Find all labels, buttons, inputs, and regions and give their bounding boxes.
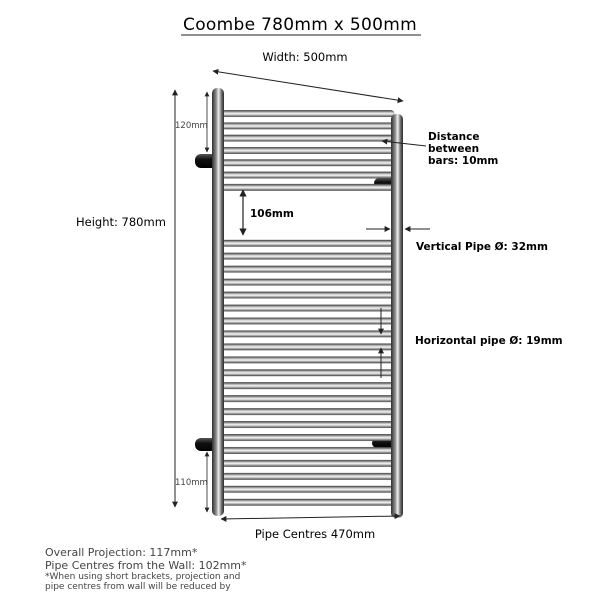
diagram-title: Coombe 780mm x 500mm — [183, 15, 417, 35]
width-label: Width: 500mm — [262, 50, 348, 64]
horizontal-bar — [222, 135, 394, 142]
horizontal-bar — [222, 160, 394, 167]
horizontal-bar — [222, 292, 394, 299]
horizontal-bar — [222, 305, 394, 312]
footnote-line2: pipe centres from wall will be reduced by — [45, 582, 231, 592]
horizontal-bar — [222, 266, 394, 273]
distance-label-line1: Distance — [428, 131, 480, 143]
horizontal-bar — [222, 357, 394, 364]
projection-note: Overall Projection: 117mm* — [45, 546, 198, 559]
width-arrow — [213, 71, 403, 101]
horizontal-bar — [222, 318, 394, 325]
right-vertical-pipe — [391, 114, 403, 518]
horizontal-bar — [222, 370, 394, 377]
horizontal-bar — [222, 147, 394, 154]
notes — [45, 546, 345, 592]
vertical-pipe-label: Vertical Pipe Ø: 32mm — [416, 241, 548, 253]
horizontal-bar — [222, 499, 394, 506]
horizontal-bar — [222, 382, 394, 389]
horizontal-bar — [222, 460, 394, 467]
horizontal-bar — [222, 408, 394, 415]
horizontal-bar — [222, 486, 394, 493]
distance-arrow — [382, 141, 426, 146]
horizontal-pipe-label: Horizontal pipe Ø: 19mm — [415, 335, 563, 347]
horizontal-bar — [222, 172, 394, 179]
horizontal-bar — [222, 421, 394, 428]
pipe-centres-label: Pipe Centres 470mm — [254, 527, 376, 541]
gap-label: 106mm — [250, 208, 294, 220]
horizontal-bar — [222, 331, 394, 338]
horizontal-bar — [222, 447, 394, 454]
bottom-gap-label: 110mm — [175, 478, 208, 488]
horizontal-bar — [222, 395, 394, 402]
horizontal-bar — [222, 184, 394, 191]
distance-label-line3: bars: 10mm — [428, 155, 499, 167]
horizontal-bar — [222, 253, 394, 260]
horizontal-bar — [222, 240, 394, 247]
pipe-centres-arrow — [221, 516, 400, 519]
height-label: Height: 780mm — [76, 215, 166, 229]
horizontal-bar — [222, 279, 394, 286]
horizontal-bar — [222, 434, 394, 441]
horizontal-bars — [222, 110, 394, 505]
horizontal-bar — [222, 110, 394, 117]
top-gap-label: 120mm — [175, 121, 208, 131]
horizontal-bar — [222, 473, 394, 480]
pipe-centres-wall-note: Pipe Centres from the Wall: 102mm* — [45, 559, 247, 572]
left-vertical-pipe — [212, 88, 224, 516]
distance-label-line2: between — [428, 143, 480, 155]
horizontal-bar — [222, 344, 394, 351]
footnote-line1: *When using short brackets, projection and — [45, 572, 241, 582]
horizontal-bar — [222, 123, 394, 130]
